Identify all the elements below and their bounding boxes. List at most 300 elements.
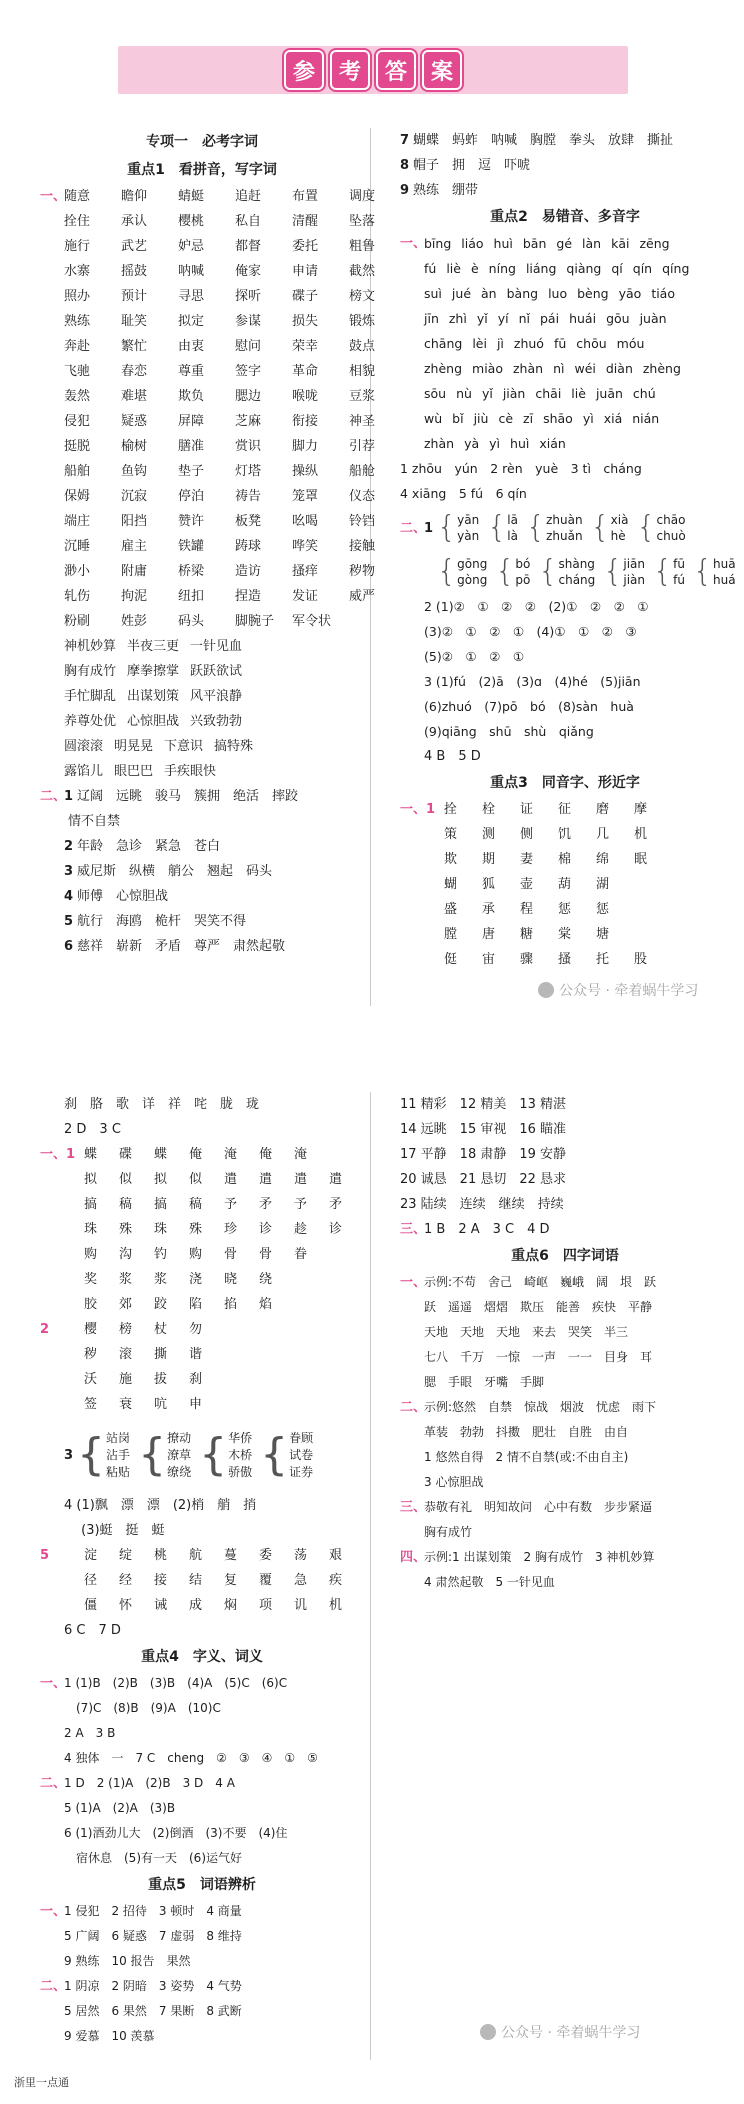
item-number: 7 [400, 133, 410, 148]
char: 诫 [154, 1598, 168, 1613]
char: 骨 [259, 1247, 273, 1262]
pinyin: xià [610, 513, 629, 527]
word-row [40, 284, 376, 309]
word: 妒忌 [178, 239, 205, 254]
pinyin: huā [713, 557, 736, 571]
answer-row [40, 884, 364, 909]
watermark-text: 公众号 · 牵着蜗牛学习 [559, 983, 699, 999]
pinyin: là [507, 529, 518, 543]
pinyin: jiàn [623, 573, 645, 587]
answer-text: 3 (1)fú (2)ā (3)ɑ (4)hé (5)jiān [424, 674, 641, 689]
answer-row [400, 1345, 730, 1370]
word: 捏造 [235, 589, 262, 604]
word: 樱桃 [178, 214, 205, 229]
idiom: 手疾眼快 [164, 764, 217, 779]
answer-text: 胸有成竹 [424, 1525, 473, 1539]
wechat-icon [538, 982, 554, 998]
word-row [40, 309, 376, 334]
watermark-text: 公众号 · 牵着蜗牛学习 [501, 2025, 641, 2041]
item-label: 一、 [400, 236, 427, 251]
word: 桥梁 [178, 564, 205, 579]
pinyin: cè [498, 411, 514, 426]
word: 参谋 [235, 314, 262, 329]
word: 操纵 [292, 464, 319, 479]
item-label: 二、 [400, 1400, 427, 1415]
word: 造访 [235, 564, 262, 579]
word-row [40, 359, 376, 384]
char: 绕 [259, 1272, 273, 1287]
pinyin: diàn [605, 361, 633, 376]
char: 浆 [154, 1272, 168, 1287]
char-grid [40, 1142, 364, 1317]
char: 狐 [482, 877, 496, 892]
pinyin: yà [464, 436, 480, 451]
answer-row [40, 1771, 364, 1796]
idiom: 手忙脚乱 [64, 689, 117, 704]
char: 征 [558, 802, 572, 817]
brace-stack [167, 1430, 191, 1481]
item-label: 一、1 [400, 802, 436, 817]
word-row [40, 484, 376, 509]
char: 绽 [119, 1548, 133, 1563]
word-row [40, 559, 376, 584]
char: 塘 [596, 927, 610, 942]
char: 湖 [596, 877, 610, 892]
char: 机 [329, 1598, 343, 1613]
char: 谐 [189, 1347, 203, 1362]
word-row [40, 409, 376, 434]
word: 慰问 [235, 339, 262, 354]
answer-text: 1 B 2 A 3 C 4 D [424, 1222, 550, 1237]
brace-stack [673, 556, 685, 588]
word: 相貌 [349, 364, 376, 379]
brace-symbol: { [538, 554, 558, 589]
char: 栓 [482, 802, 496, 817]
char: 测 [482, 827, 496, 842]
word: 木桥 [228, 1447, 253, 1462]
char: 焖 [224, 1598, 238, 1613]
pinyin: zhèng [424, 361, 463, 376]
word: 拟定 [178, 314, 205, 329]
char: 壶 [520, 877, 534, 892]
brace [636, 512, 685, 544]
banner-char: 参 [284, 50, 324, 90]
brace-symbol: { [199, 1429, 228, 1480]
pinyin: zēng [639, 236, 670, 251]
char-row [40, 1292, 364, 1317]
answer-row [40, 1899, 364, 1924]
pinyin: nǐ [518, 311, 530, 326]
answer-row [40, 1796, 364, 1821]
brace [487, 512, 518, 544]
char: 唐 [482, 927, 496, 942]
char: 棠 [558, 927, 572, 942]
word: 豆浆 [349, 389, 376, 404]
word: 瞻仰 [121, 189, 148, 204]
watermark [480, 2022, 640, 2042]
word: 粗鲁 [349, 239, 376, 254]
answer-row [400, 1445, 730, 1470]
char: 陷 [189, 1297, 203, 1312]
pinyin-word-list [40, 184, 376, 634]
pinyin: huì [493, 236, 513, 251]
word: 威严 [349, 589, 376, 604]
char: 吭 [154, 1397, 168, 1412]
char: 项 [259, 1598, 273, 1613]
answer-text: 2 (1)② ① ② ② (2)① ② ② ① [424, 599, 649, 614]
char: 胶 [84, 1297, 98, 1312]
pinyin: fū [553, 336, 567, 351]
idiom: 养尊处优 [64, 714, 117, 729]
word: 呐喊 [178, 264, 205, 279]
word: 搔痒 [292, 564, 319, 579]
word: 鼓点 [349, 339, 376, 354]
item-label: 一、 [40, 1676, 67, 1691]
word: 军令状 [292, 614, 332, 629]
char-row [40, 1217, 364, 1242]
brace-stack [507, 512, 518, 544]
pinyin-row [400, 231, 730, 256]
pinyin: zhuàn [546, 513, 583, 527]
pinyin: bǐ [452, 411, 464, 426]
column-top-left [40, 128, 376, 959]
idiom-row [40, 734, 364, 759]
pinyin: zhì [448, 311, 467, 326]
answer-text: 5 (1)A (2)A (3)B [64, 1801, 176, 1815]
word: 探听 [235, 289, 262, 304]
pinyin: xián [539, 436, 566, 451]
pinyin: zhuó [513, 336, 544, 351]
answer-row [400, 1495, 730, 1520]
footer-brand: 浙里一点通 [14, 2076, 69, 2089]
pinyin: shāo [543, 411, 573, 426]
char: 珍 [224, 1222, 238, 1237]
char: 航 [189, 1548, 203, 1563]
word: 榆树 [121, 439, 148, 454]
char: 惩 [596, 902, 610, 917]
pinyin-list [400, 231, 730, 456]
pinyin: zhèng [642, 361, 681, 376]
char: 殊 [189, 1222, 203, 1237]
word: 停泊 [178, 489, 205, 504]
answer-row [400, 719, 730, 744]
brace [495, 556, 530, 588]
answer-text: (6)zhuó (7)pō bó (8)sàn huà [424, 699, 634, 714]
answer-row [40, 1618, 364, 1643]
idiom: 露馅儿 [64, 764, 104, 779]
answer-text: 1 zhōu yún 2 rèn yuè 3 tì cháng [400, 461, 642, 476]
answer-text: 1 阴凉 2 阴暗 3 姿势 4 气势 [64, 1979, 242, 1993]
char: 碟 [119, 1147, 133, 1162]
pinyin: huì [510, 436, 530, 451]
word: 眷顾 [289, 1430, 314, 1445]
pinyin: gōu [606, 311, 630, 326]
pinyin: yǐ [476, 311, 488, 326]
answer-row [40, 784, 364, 809]
pinyin: chuò [656, 529, 686, 543]
answer-row [40, 1999, 364, 2024]
idiom: 跃跃欲试 [190, 664, 243, 679]
pinyin: liè [571, 386, 586, 401]
answer-row [40, 1821, 364, 1846]
word: 芝麻 [235, 414, 262, 429]
char: 拟 [154, 1172, 168, 1187]
brace-stack [457, 556, 487, 588]
char: 滚 [119, 1347, 133, 1362]
char: 侧 [520, 827, 534, 842]
word: 沾手 [106, 1447, 131, 1462]
pinyin: níng [488, 261, 516, 276]
word-row [40, 234, 376, 259]
polyphone-row [400, 550, 736, 594]
char: 撕 [154, 1347, 168, 1362]
word: 撩动 [167, 1430, 192, 1445]
answer-text: (9)qiāng shū shù qiǎng [424, 724, 594, 739]
char: 跤 [154, 1297, 168, 1312]
brace-stack [713, 556, 736, 588]
char: 予 [224, 1197, 238, 1212]
answer-row [40, 1696, 364, 1721]
char-row [40, 1167, 364, 1192]
pinyin-row [400, 406, 730, 431]
brace-group [437, 512, 694, 544]
char: 骤 [520, 952, 534, 967]
brace-symbol: { [653, 554, 673, 589]
item-number: 8 [400, 158, 410, 173]
answer-text: 辽阔 远眺 骏马 簇拥 绝活 摔跤 [77, 789, 299, 804]
word: 喉咙 [292, 389, 319, 404]
pinyin: bàng [506, 286, 539, 301]
word: 繁忙 [121, 339, 148, 354]
char: 摩 [634, 802, 648, 817]
char: 诊 [329, 1222, 343, 1237]
answer-row [40, 2024, 364, 2049]
pinyin: zhàn [513, 361, 544, 376]
idiom: 下意识 [164, 739, 204, 754]
polyphone-answers [400, 594, 730, 769]
word: 赏识 [235, 439, 262, 454]
char: 棉 [558, 852, 572, 867]
char: 焰 [259, 1297, 273, 1312]
answer-text: 17 平静 18 肃静 19 安静 [400, 1147, 567, 1162]
char: 蝴 [444, 877, 458, 892]
pinyin: chāo [656, 513, 686, 527]
pinyin: qiàng [566, 261, 602, 276]
word: 轰然 [64, 389, 91, 404]
char: 淹 [224, 1147, 238, 1162]
answer-row [400, 594, 730, 619]
char: 证 [520, 802, 534, 817]
answer-text: 示例:悠然 自禁 惊战 烟波 忧虑 雨下 [424, 1400, 657, 1414]
idiom: 一针见血 [190, 639, 243, 654]
watermark [538, 980, 698, 1000]
answer-row [40, 834, 364, 859]
char: 矛 [259, 1197, 273, 1212]
answer-text: 帽子 拥 逗 吓唬 [413, 158, 531, 173]
char: 妻 [520, 852, 534, 867]
answer-row [400, 644, 730, 669]
brace-stack [657, 512, 686, 544]
answer-text: 天地 天地 天地 来去 哭笑 半三 [424, 1325, 629, 1339]
item-label: 四、 [400, 1550, 427, 1565]
pinyin: móu [616, 336, 645, 351]
brace [591, 512, 629, 544]
banner-char: 答 [376, 50, 416, 90]
char: 榜 [119, 1322, 133, 1337]
answer-text: 5 居然 6 果然 7 果断 8 武断 [64, 2004, 242, 2018]
pinyin: suì [424, 286, 442, 301]
word: 粘贴 [106, 1464, 131, 1479]
word-row [40, 509, 376, 534]
char: 结 [189, 1573, 203, 1588]
char-row [40, 1568, 364, 1593]
idiom: 神机妙算 [64, 639, 117, 654]
word: 祷告 [235, 489, 262, 504]
char: 杖 [154, 1322, 168, 1337]
word-row [40, 334, 376, 359]
idiom: 圆滚滚 [64, 739, 104, 754]
char: 殊 [119, 1222, 133, 1237]
pinyin-row [400, 306, 730, 331]
pinyin: cháng [558, 573, 596, 587]
char: 趁 [294, 1222, 308, 1237]
word: 脚腕子 [235, 614, 275, 629]
subsection-title: 重点4 字义、词义 [141, 1649, 263, 1665]
word: 船舱 [349, 464, 376, 479]
answer-row [400, 669, 730, 694]
subsection-title: 重点6 四字词语 [511, 1248, 619, 1264]
brace-stack [558, 556, 595, 588]
pinyin: qíng [662, 261, 690, 276]
pinyin: fū [673, 557, 685, 571]
pinyin: pō [515, 573, 531, 587]
pinyin: è [470, 261, 479, 276]
pinyin-row [400, 381, 730, 406]
word: 欺负 [178, 389, 205, 404]
char: 托 [596, 952, 610, 967]
pinyin: nián [632, 411, 660, 426]
pinyin: fú [673, 573, 685, 587]
char: 浆 [119, 1272, 133, 1287]
triple-brace-row [40, 1417, 364, 1493]
char: 葫 [558, 877, 572, 892]
word: 垫子 [178, 464, 205, 479]
brace-symbol: { [590, 510, 610, 545]
brace-stack [515, 556, 530, 588]
word: 疑惑 [121, 414, 148, 429]
pinyin: nì [553, 361, 565, 376]
answer-row [400, 1320, 730, 1345]
answer-row [400, 1545, 730, 1570]
pinyin: gòng [457, 573, 488, 587]
word: 难堪 [121, 389, 148, 404]
answer-text: 4 xiāng 5 fú 6 qín [400, 486, 527, 501]
char: 搔 [558, 952, 572, 967]
char: 覆 [259, 1573, 273, 1588]
word: 接触 [349, 539, 376, 554]
brace-stack [546, 512, 582, 544]
answer-text: 11 精彩 12 精美 13 精湛 [400, 1097, 567, 1112]
item-label: 一、 [40, 189, 67, 204]
char: 沃 [84, 1372, 98, 1387]
answer-text: 威尼斯 纵横 艄公 翘起 码头 [77, 864, 273, 879]
answer-text: 1 D 2 (1)A (2)B 3 D 4 A [64, 1776, 235, 1790]
word: 清醒 [292, 214, 319, 229]
pinyin: liáo [461, 236, 484, 251]
word-row [40, 209, 376, 234]
char: 盛 [444, 902, 458, 917]
word: 发证 [292, 589, 319, 604]
char: 似 [189, 1172, 203, 1187]
char: 股 [634, 952, 648, 967]
answer-text: 9 爱慕 10 羡慕 [64, 2029, 155, 2043]
char: 拴 [444, 802, 458, 817]
pinyin: miào [472, 361, 503, 376]
char: 糖 [520, 927, 534, 942]
subsection-title: 重点3 同音字、形近字 [490, 775, 640, 791]
answer-text: 慈祥 崭新 矛盾 尊严 肃然起敬 [77, 939, 286, 954]
answer-row [400, 1470, 730, 1495]
brace-symbol: { [692, 554, 713, 589]
answer-text: 1 (1)B (2)B (3)B (4)A (5)C (6)C [64, 1676, 288, 1690]
answer-row [40, 1949, 364, 1974]
pinyin-row [400, 356, 730, 381]
pinyin: bèng [577, 286, 609, 301]
brace-symbol: { [260, 1429, 289, 1480]
word: 水寨 [64, 264, 91, 279]
word: 附庸 [121, 564, 148, 579]
pinyin: chú [632, 386, 656, 401]
brace [693, 556, 736, 588]
continued-answers [400, 128, 730, 203]
brace-stack [228, 1430, 252, 1481]
char: 浇 [189, 1272, 203, 1287]
word: 秽物 [349, 564, 376, 579]
word: 赞许 [178, 514, 205, 529]
char: 似 [119, 1172, 133, 1187]
pinyin: juàn [639, 311, 667, 326]
brace-symbol: { [77, 1429, 106, 1480]
item-number: 5 [64, 914, 74, 929]
answer-row [40, 1846, 364, 1871]
char: 遣 [259, 1172, 273, 1187]
word: 申请 [292, 264, 319, 279]
char: 掐 [224, 1297, 238, 1312]
char: 成 [189, 1598, 203, 1613]
meaning-answers [40, 1671, 364, 1871]
answer-text: 2 D 3 C [64, 1122, 121, 1137]
char: 磨 [596, 802, 610, 817]
answer-row [40, 809, 364, 834]
char-row [40, 1317, 364, 1342]
brace-symbol: { [437, 554, 457, 589]
char: 淹 [294, 1147, 308, 1162]
word: 粉刷 [64, 614, 91, 629]
word: 灯塔 [235, 464, 262, 479]
pinyin: zhàn [424, 436, 455, 451]
idiom-list [40, 634, 364, 784]
pinyin: huá [713, 573, 736, 587]
item-label: 二、 [40, 1776, 67, 1791]
char-row [40, 1267, 364, 1292]
banner-char: 案 [422, 50, 462, 90]
char: 搞 [154, 1197, 168, 1212]
word: 由衷 [178, 339, 205, 354]
answer-text: 1 悠然自得 2 情不自禁(或:不由自主) [424, 1450, 629, 1464]
word: 站岗 [106, 1430, 131, 1445]
word: 照办 [64, 289, 91, 304]
pinyin: bó [515, 557, 531, 571]
